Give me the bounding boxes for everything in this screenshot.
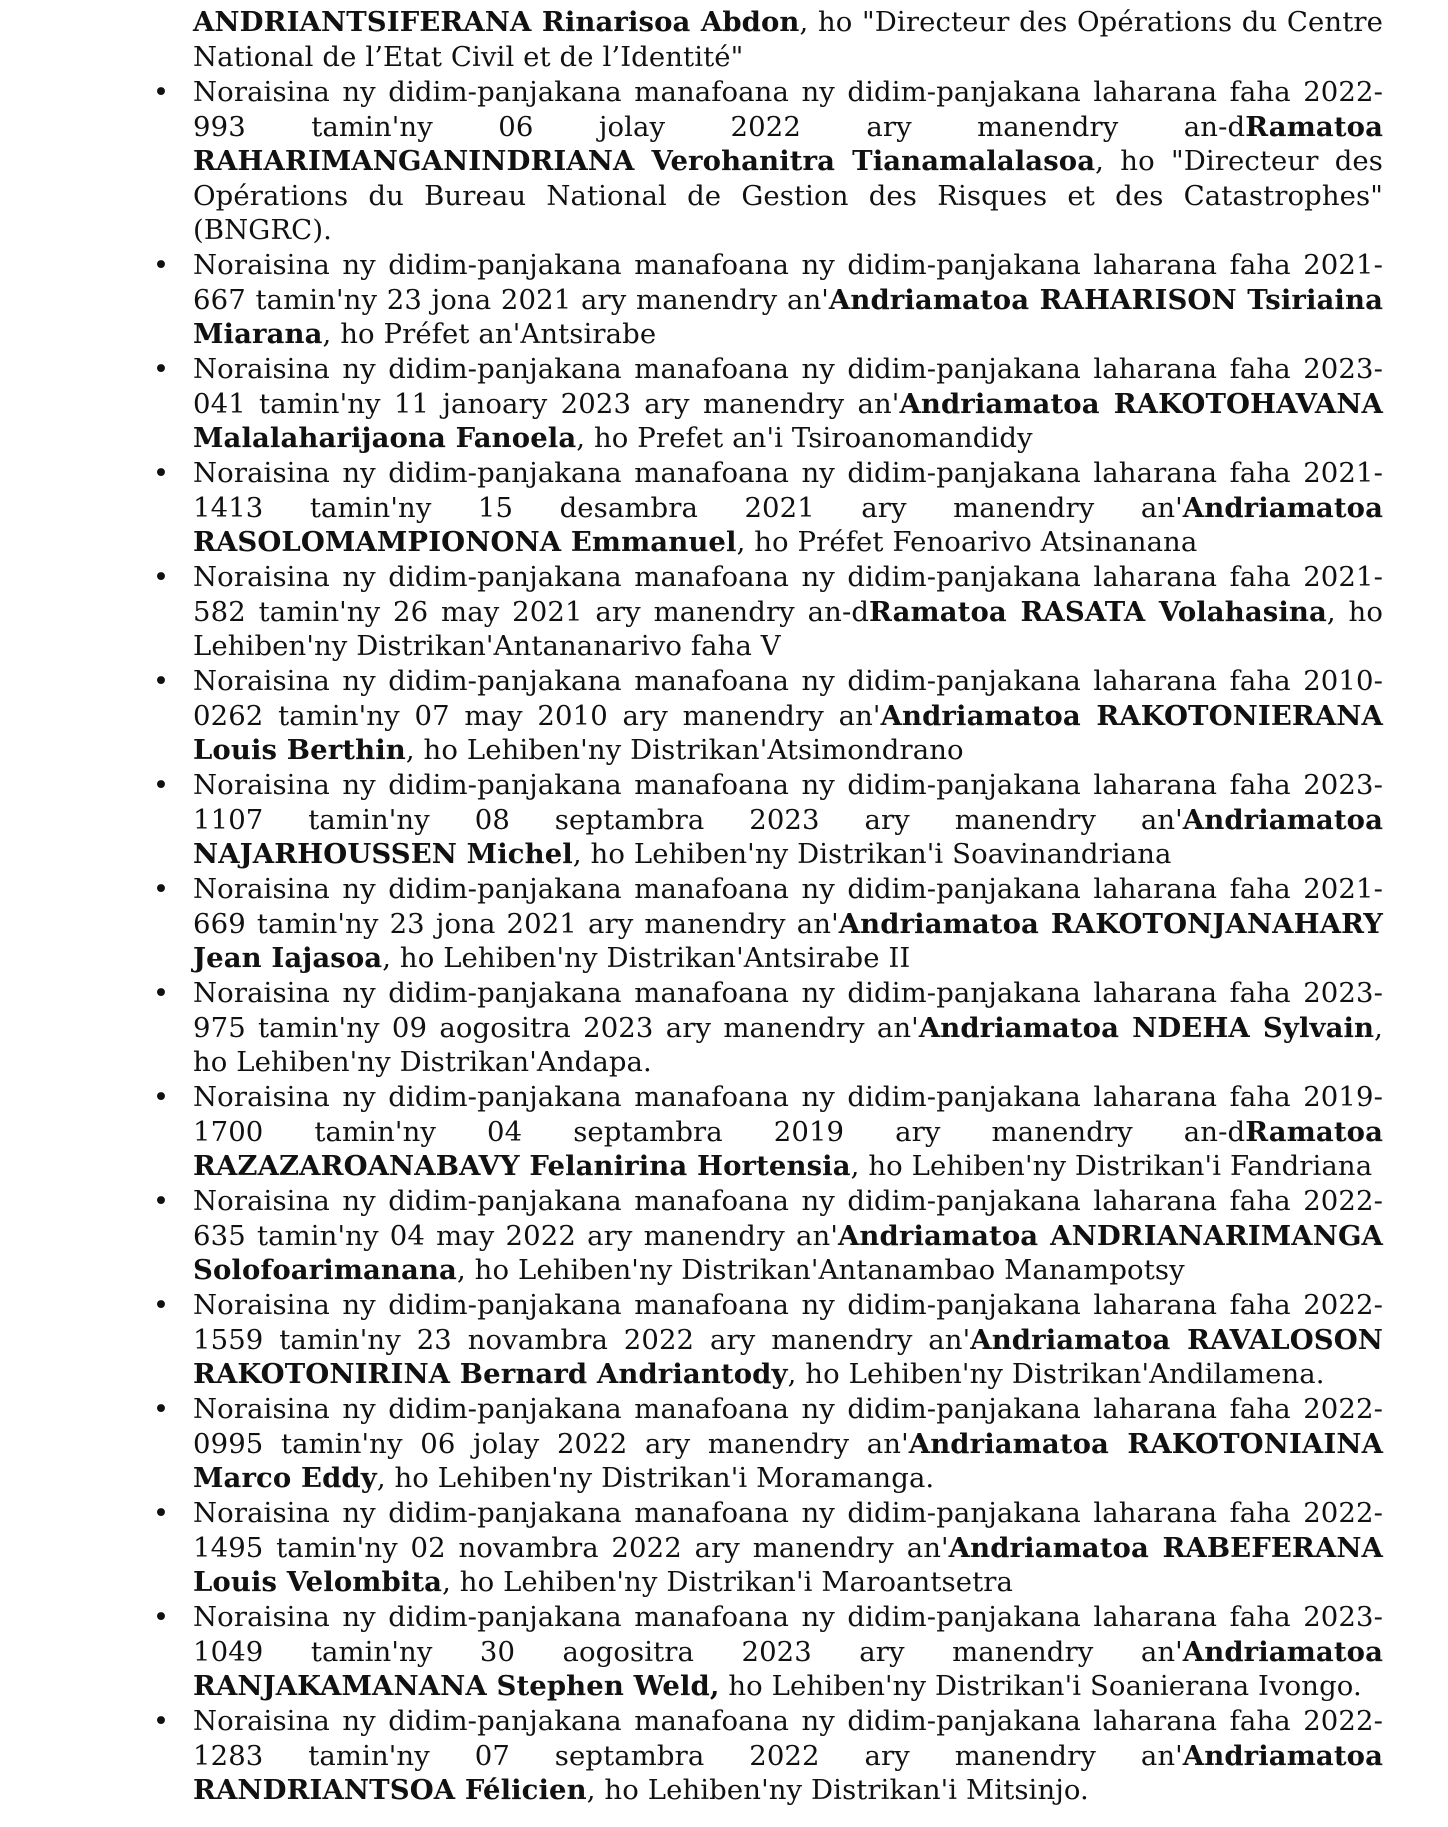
- appointee-name: ANDRIANTSIFERANA Rinarisoa Abdon: [193, 6, 800, 38]
- appointee-name: Andriamatoa NDEHA Sylvain: [918, 1011, 1375, 1044]
- bullet-icon: •: [152, 1497, 170, 1529]
- appointment-title: , ho Lehiben'ny Distrikan'Atsimondrano: [405, 734, 964, 766]
- decree-item: [152, 75, 1384, 248]
- decree-item: [152, 560, 1384, 664]
- bullet-icon: •: [152, 1289, 170, 1321]
- decree-item: [152, 1496, 1383, 1600]
- decree-text: Noraisina ny didim-panjakana manafoana ny didim-panjakana laharana faha 2023-1107 tamin'ny 08 septambra 2023 ary manendry an': [193, 769, 1383, 836]
- decree-item: [152, 1184, 1383, 1288]
- bullet-icon: •: [152, 977, 170, 1009]
- appointment-title: , ho "Directeur des Opérations du Bureau National de Gestion des Risques et des Catastrophes" (BNGRC).: [193, 145, 1384, 246]
- decree-text: Noraisina ny didim-panjakana manafoana ny didim-panjakana laharana faha 2023-975 tamin'ny 09 aogositra 2023 ary manendry an': [193, 977, 1383, 1044]
- appointment-title: , ho Lehiben'ny Distrikan'i Soavinandriana: [572, 838, 1172, 870]
- bullet-icon: •: [152, 561, 170, 593]
- bullet-icon: •: [152, 769, 170, 801]
- decree-text: Noraisina ny didim-panjakana manafoana ny didim-panjakana laharana faha 2021-582 tamin'ny 26 may 2021 ary manendry an-d: [193, 561, 1383, 628]
- decree-text: Noraisina ny didim-panjakana manafoana ny didim-panjakana laharana faha 2019-1700 tamin'ny 04 septambra 2019 ary manendry an-d: [193, 1081, 1383, 1148]
- bullet-icon: •: [152, 1601, 170, 1633]
- bullet-icon: •: [152, 665, 170, 697]
- decree-list: [152, 75, 1384, 1808]
- appointment-title: , ho Préfet an'Antsirabe: [322, 318, 657, 350]
- appointment-title: , ho Lehiben'ny Distrikan'i Mitsinjo.: [586, 1774, 1089, 1806]
- appointment-title: , ho Lehiben'ny Distrikan'i Fandriana: [850, 1150, 1373, 1182]
- bullet-icon: •: [152, 457, 170, 489]
- decree-text: Noraisina ny didim-panjakana manafoana ny didim-panjakana laharana faha 2023-041 tamin'ny 11 janoary 2023 ary manendry an': [193, 353, 1383, 420]
- appointee-name: Andriamatoa RABEFERANA Louis Velombita: [193, 1531, 1383, 1598]
- decree-text: Noraisina ny didim-panjakana manafoana ny didim-panjakana laharana faha 2022-0995 tamin'ny 06 jolay 2022 ary manendry an': [193, 1393, 1383, 1460]
- appointee-name: Andriamatoa NAJARHOUSSEN Michel: [193, 803, 1383, 870]
- bullet-icon: •: [152, 249, 170, 281]
- appointment-title: , ho Lehiben'ny Distrikan'i Maroantsetra: [442, 1566, 1013, 1598]
- appointment-title: , ho Prefet an'i Tsiroanomandidy: [576, 422, 1033, 454]
- decree-item: [152, 872, 1383, 976]
- appointment-title: , ho Lehiben'ny Distrikan'Andilamena.: [787, 1358, 1325, 1390]
- appointment-text: , ho "Directeur des Opérations du Centre National de l’Etat Civil et de l’Identité": [193, 6, 1383, 73]
- appointee-name: Andriamatoa RAKOTONJANAHARY Jean Iajasoa: [193, 907, 1383, 974]
- appointee-name: Andriamatoa RANDRIANTSOA Félicien: [193, 1739, 1383, 1806]
- appointee-name: Andriamatoa RANJAKAMANANA Stephen Weld,: [193, 1635, 1383, 1702]
- decree-text: Noraisina ny didim-panjakana manafoana ny didim-panjakana laharana faha 2022-635 tamin'ny 04 may 2022 ary manendry an': [193, 1185, 1383, 1252]
- appointment-title: , ho Lehiben'ny Distrikan'Antanambao Manampotsy: [456, 1254, 1185, 1286]
- appointee-name: Andriamatoa RAKOTONIERANA Louis Berthin: [193, 699, 1383, 766]
- decree-item: [152, 976, 1383, 1080]
- appointment-title: , ho Lehiben'ny Distrikan'i Moramanga.: [376, 1462, 935, 1494]
- appointee-name: Andriamatoa RASOLOMAMPIONONA Emmanuel: [193, 491, 1383, 558]
- appointment-title: , ho Préfet Fenoarivo Atsinanana: [736, 526, 1198, 558]
- bullet-icon: •: [152, 353, 170, 385]
- decree-item: [152, 768, 1383, 872]
- decree-text: Noraisina ny didim-panjakana manafoana ny didim-panjakana laharana faha 2022-1495 tamin'ny 02 novambra 2022 ary manendry an': [193, 1497, 1383, 1564]
- appointment-title: , ho Lehiben'ny Distrikan'Antsirabe II: [382, 942, 911, 974]
- appointee-name: Andriamatoa RAKOTOHAVANA Malalaharijaona Fanoela: [193, 387, 1383, 454]
- decree-text: Noraisina ny didim-panjakana manafoana ny didim-panjakana laharana faha 2010-0262 tamin'ny 07 may 2010 ary manendry an': [193, 665, 1383, 732]
- decree-item: [152, 1392, 1383, 1496]
- bullet-icon: •: [152, 1705, 170, 1737]
- lead-paragraph: [193, 5, 1383, 74]
- decree-item: [152, 456, 1383, 560]
- decree-item: [152, 1600, 1383, 1704]
- appointee-name: Andriamatoa ANDRIANARIMANGA Solofoarimanana: [193, 1219, 1383, 1286]
- appointee-name: Andriamatoa RAVALOSON RAKOTONIRINA Bernard Andriantody: [193, 1323, 1383, 1390]
- bullet-icon: •: [152, 1081, 170, 1113]
- bullet-icon: •: [152, 873, 170, 905]
- appointment-title: , ho Lehiben'ny Distrikan'Andapa.: [193, 1011, 1383, 1078]
- decree-text: Noraisina ny didim-panjakana manafoana ny didim-panjakana laharana faha 2022-993 tamin'ny 06 jolay 2022 ary manendry an-d: [193, 76, 1383, 143]
- appointment-title: ho Lehiben'ny Distrikan'i Soanierana Ivongo.: [719, 1670, 1362, 1702]
- decree-text: Noraisina ny didim-panjakana manafoana ny didim-panjakana laharana faha 2022-1283 tamin'ny 07 septambra 2022 ary manendry an': [193, 1705, 1383, 1772]
- decree-text: Noraisina ny didim-panjakana manafoana ny didim-panjakana laharana faha 2022-1559 tamin'ny 23 novambra 2022 ary manendry an': [193, 1289, 1383, 1356]
- bullet-icon: •: [152, 1393, 170, 1425]
- appointee-name: Ramatoa RAZAZAROANABAVY Felanirina Hortensia: [193, 1115, 1383, 1182]
- decree-text: Noraisina ny didim-panjakana manafoana ny didim-panjakana laharana faha 2021-669 tamin'ny 23 jona 2021 ary manendry an': [193, 873, 1383, 940]
- appointee-name: Ramatoa RAHARIMANGANINDRIANA Verohanitra Tianamalalasoa: [193, 110, 1383, 177]
- decree-text: Noraisina ny didim-panjakana manafoana ny didim-panjakana laharana faha 2021-1413 tamin'ny 15 desambra 2021 ary manendry an': [193, 457, 1383, 524]
- bullet-icon: •: [152, 1185, 170, 1217]
- bullet-icon: •: [152, 76, 170, 108]
- appointment-title: , ho Lehiben'ny Distrikan'Antananarivo faha V: [193, 595, 1384, 662]
- decree-item: [152, 1288, 1383, 1392]
- decree-item: [152, 1080, 1383, 1184]
- appointee-name: Ramatoa RASATA Volahasina: [869, 595, 1327, 628]
- decree-text: Noraisina ny didim-panjakana manafoana ny didim-panjakana laharana faha 2021-667 tamin'ny 23 jona 2021 ary manendry an': [193, 249, 1383, 316]
- appointee-name: Andriamatoa RAKOTONIAINA Marco Eddy: [193, 1427, 1383, 1494]
- decree-item: [152, 1704, 1383, 1808]
- decree-text: Noraisina ny didim-panjakana manafoana ny didim-panjakana laharana faha 2023-1049 tamin'ny 30 aogositra 2023 ary manendry an': [193, 1601, 1383, 1668]
- decree-item: [152, 664, 1383, 768]
- appointee-name: Andriamatoa RAHARISON Tsiriaina Miarana: [193, 283, 1383, 350]
- decree-item: [152, 352, 1383, 456]
- decree-item: [152, 248, 1383, 352]
